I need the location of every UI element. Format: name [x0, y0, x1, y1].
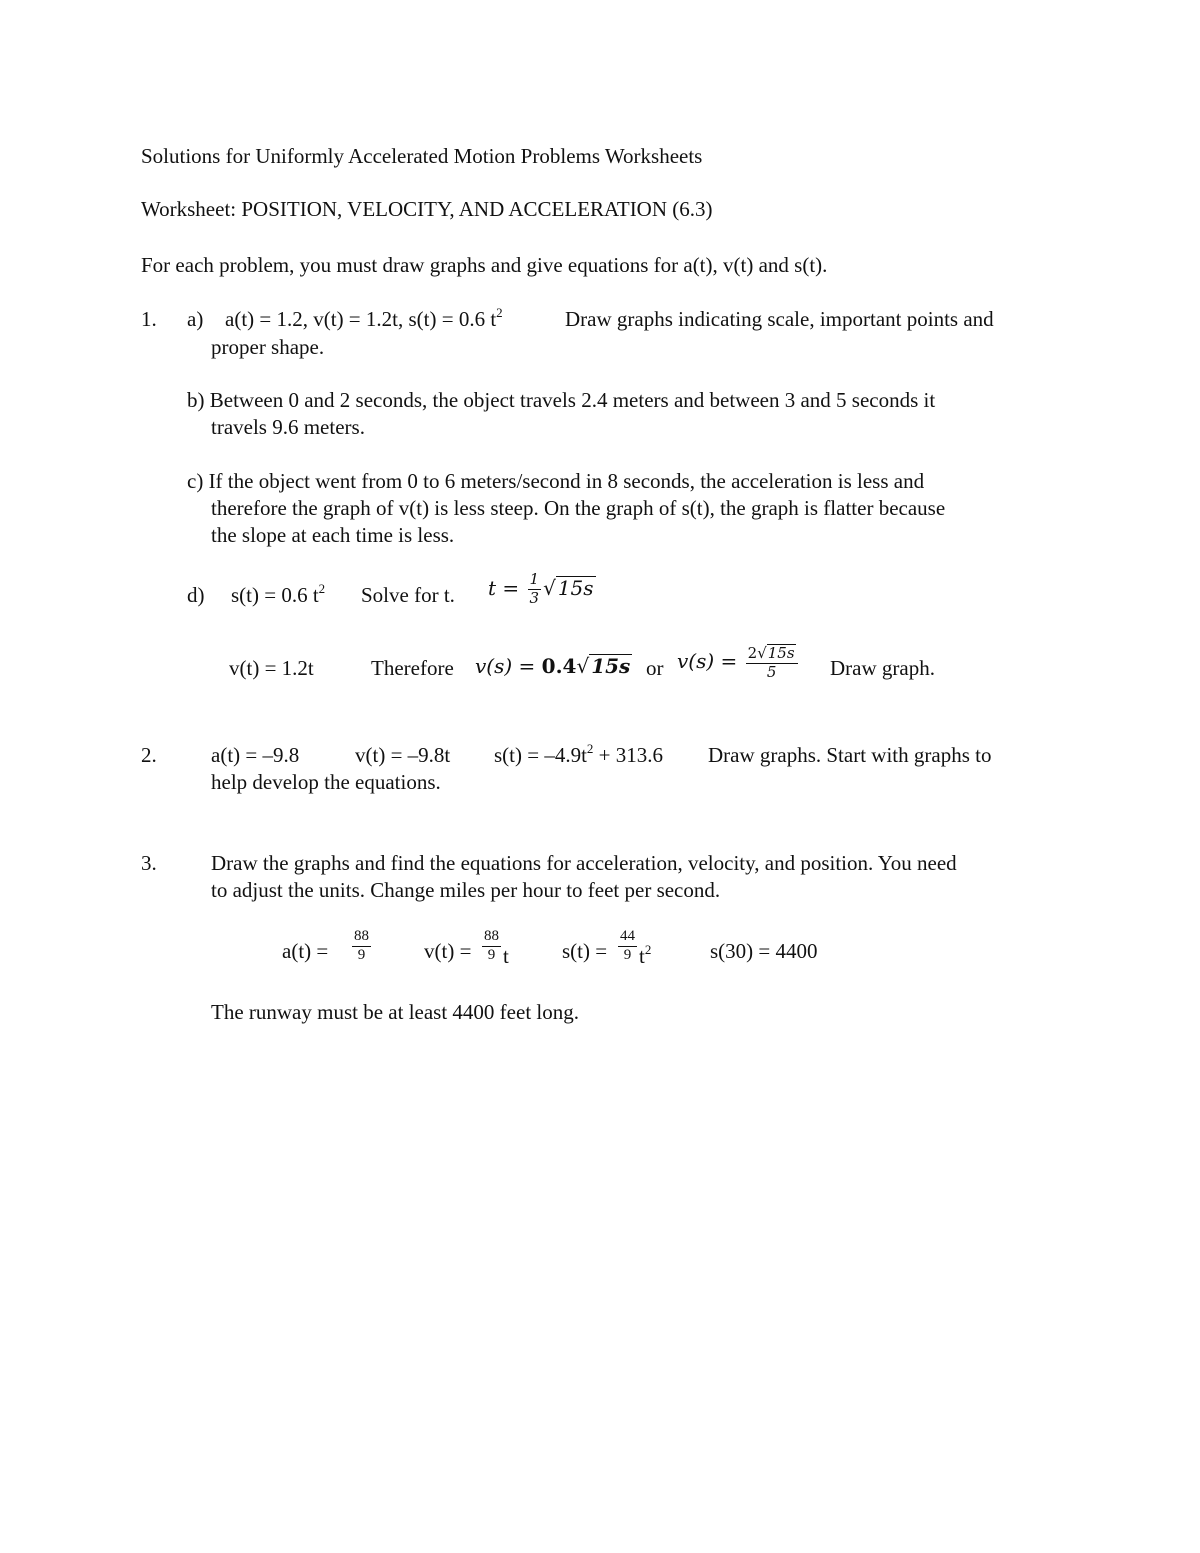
problem-1a-label: a) — [187, 307, 204, 331]
problem-1c-line-3: the slope at each time is less. — [211, 523, 455, 547]
problem-1d-t-formula: t = $\frac{1}{3}$ √ 15s — [488, 570, 594, 607]
t-fraction: $\frac{1}{3}$ — [529, 570, 540, 607]
problem-3-line-2: to adjust the units. Change miles per hour to feet per second. — [211, 878, 721, 902]
problem-3-line-1: Draw the graphs and find the equations for acceleration, velocity, and position. You need — [211, 851, 957, 875]
problem-3-number: 3. — [141, 851, 157, 875]
problem-1d-equation: s(t) = 0.6 $t^2$ — [231, 581, 326, 607]
sqrt-icon: √ — [576, 654, 590, 678]
problem-3-velocity-fraction: $\frac{88}{9}$ t — [484, 928, 509, 969]
problem-3-acceleration-fraction: $\frac{88}{9}$ — [354, 928, 369, 963]
problem-1c-line-1: c) If the object went from 0 to 6 meters/second in 8 seconds, the acceleration is less and — [187, 469, 925, 493]
problem-3-acceleration-lhs: a(t) = — [282, 939, 329, 963]
document-title: Solutions for Uniformly Accelerated Motion Problems Worksheets — [141, 144, 703, 168]
problem-2-number: 2. — [141, 743, 157, 767]
problem-3-position-fraction: $\frac{44}{9}$ $t^2$ — [620, 928, 652, 969]
problem-2-velocity: v(t) = –9.8t — [355, 743, 451, 767]
problem-1a-equations: a(t) = 1.2, v(t) = 1.2t, s(t) = 0.6 $t^2$ — [225, 305, 503, 331]
velocity-of-s-formula-1: v(s) = 0.4√ 15s — [475, 654, 631, 678]
problem-1d-velocity-eq: v(t) = 1.2t — [229, 656, 314, 680]
velocity-of-s-formula-2: v(s) = $\frac{2√15s}{5}$ — [677, 644, 800, 681]
problem-2-instruction-cont: help develop the equations. — [211, 770, 441, 794]
problem-1-number: 1. — [141, 307, 157, 331]
draw-graph-text: Draw graph. — [830, 656, 935, 680]
problem-1a-instruction-cont: proper shape. — [211, 335, 325, 359]
sqrt-icon: √ — [543, 575, 556, 600]
or-text: or — [646, 656, 664, 680]
problem-1b-line-2: travels 9.6 meters. — [211, 415, 365, 439]
problem-3-s30: s(30) = 4400 — [710, 939, 818, 963]
problem-3-conclusion: The runway must be at least 4400 feet long. — [211, 1000, 579, 1024]
problem-2-position: $s(t) = -4.9t^2 + 313.6$ — [494, 741, 664, 767]
problem-1c-line-2: therefore the graph of v(t) is less steep. On the graph of s(t), the graph is flatter because — [211, 496, 946, 520]
problem-3-position-lhs: s(t) = — [562, 939, 608, 963]
problem-3-velocity-lhs: v(t) = — [424, 939, 472, 963]
problem-1d-solve-text: Solve for t. — [361, 583, 455, 607]
worksheet-heading: Worksheet: POSITION, VELOCITY, AND ACCELERATION (6.3) — [141, 197, 713, 221]
problem-2-instruction: Draw graphs. Start with graphs to — [708, 743, 992, 767]
problem-1d-label: d) — [187, 583, 205, 607]
velocity-fraction: $\frac{2√15s}{5}$ — [746, 644, 798, 681]
problem-1a-instruction: Draw graphs indicating scale, important points and — [565, 307, 994, 331]
problem-2-acceleration: a(t) = –9.8 — [211, 743, 300, 767]
instruction-text: For each problem, you must draw graphs and give equations for a(t), v(t) and s(t). — [141, 253, 828, 277]
problem-1b-line-1: b) Between 0 and 2 seconds, the object travels 2.4 meters and between 3 and 5 seconds it — [187, 388, 936, 412]
therefore-text: Therefore — [371, 656, 454, 680]
